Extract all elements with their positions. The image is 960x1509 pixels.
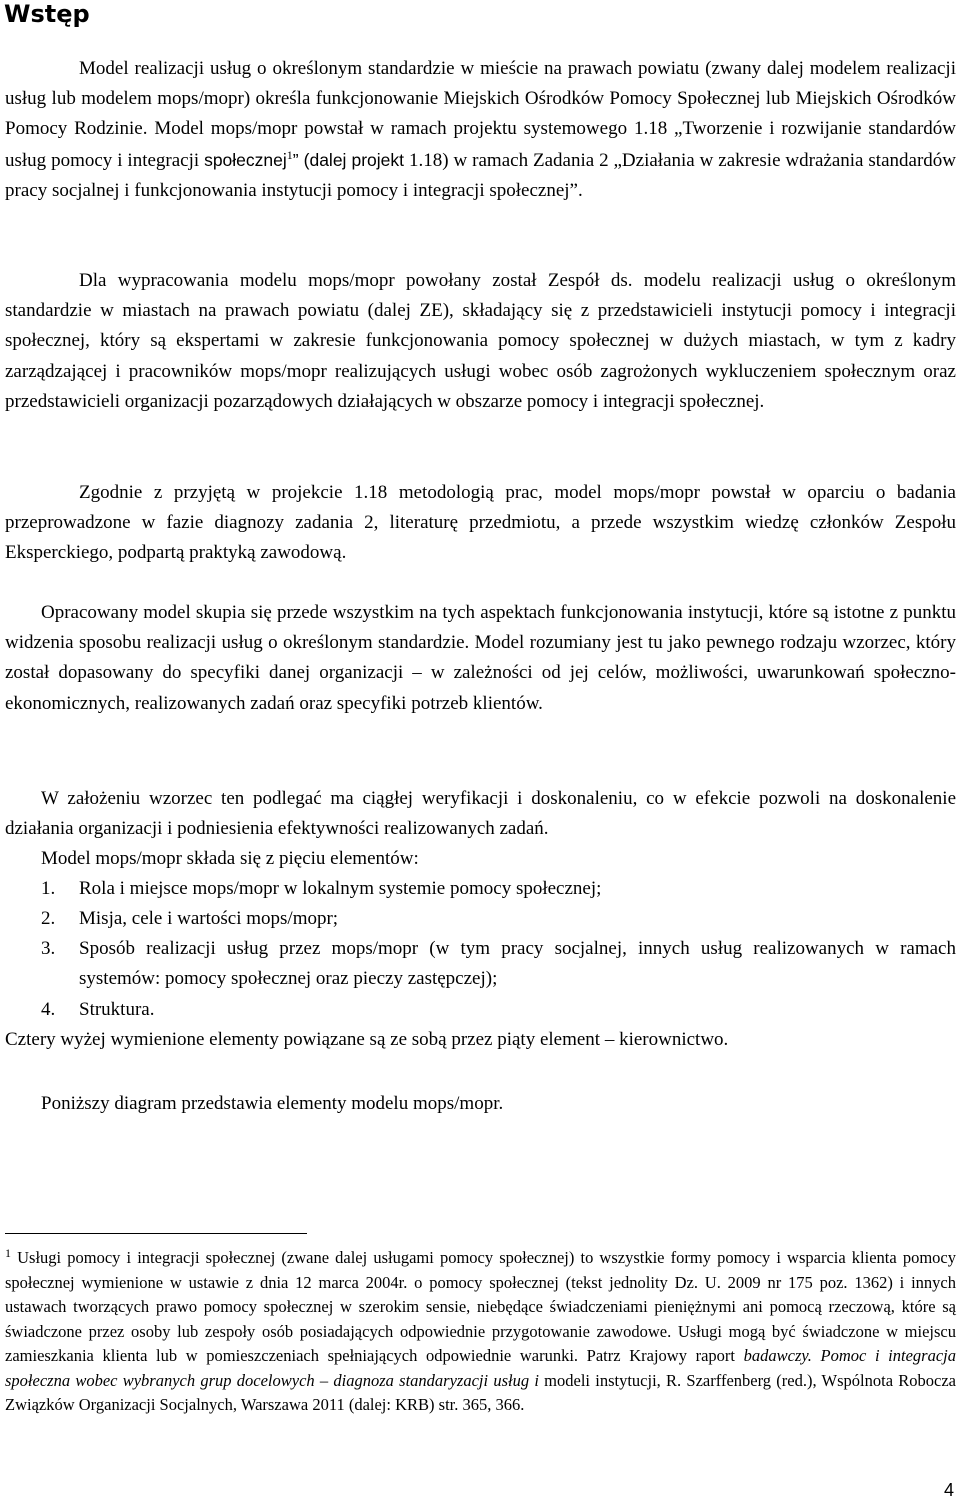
list-item-number: 1. — [41, 878, 56, 899]
footnote-text-b: modeli instytucji, R. Szarffenberg (red.), Wspólnota Robocza Związków Organizacji Socjalnych, Warszawa 2011 (dalej: KRB) str. 365, 366. — [5, 1370, 957, 1414]
list-item-text: Struktura. — [79, 999, 155, 1020]
paragraph-intro-text-a: Model realizacji usług o określonym standardzie w mieście na prawach powiatu (zwany dalej modelem realizacji usług lub modelem mops/mopr) określa funkcjonowanie Miejskich Ośrodków Pomocy Społecznej lub Miejskich Ośrodków Pomocy Rodzinie. Model mops/mopr powstał w ramach projektu systemowego 1.18 „Tworzenie i rozwijanie standardów usług pomocy i integracji — [5, 58, 956, 171]
paragraph-verification: W założeniu wzorzec ten podlegać ma ciągłej weryfikacji i doskonaleniu, co w efekcie pozwoli na doskonalenie działania organizacji i podniesienia efektywności realizowanych zadań. — [5, 788, 956, 840]
footnote-text-a: Usługi pomocy i integracji społecznej (zwane dalej usługami pomocy społecznej) to wszystkie formy pomocy i wsparcia klienta pomocy społecznej wymienione w ustawie z dnia 12 marca 2004r. o pomocy społecznej (tekst jednolity Dz. U. 2009 nr 175 poz. 1362) i innych ustawach tworzących prawo pomocy społecznej w szerokim sensie, niebędące świadczeniami pieniężnymi ani pomocą rzeczową, które są świadczone przez osoby lub zespoły osób posiadających odpowiednie przygotowanie zawodowe. Usługi mogą być świadczone w miejscu zamieszkania klienta lub w pomieszczeniach spełniających odpowiednie warunki. Patrz Krajowy raport — [5, 1248, 956, 1365]
paragraph-intro-sans-run: społecznej — [204, 149, 287, 170]
list-item-text: Sposób realizacji usług przez mops/mopr (w tym pracy socjalnej, innych usług realizowanych w ramach systemów: pomocy społecznej oraz pieczy zastępczej); — [79, 938, 956, 990]
list-item-number: 2. — [41, 908, 56, 929]
paragraph-fifth-element: Cztery wyżej wymienione elementy powiązane są ze sobą przez piąty element – kierownictwo. — [5, 1029, 729, 1050]
footnote-italic-title: badawczy. Pomoc i integracja społeczna wobec wybranych grup docelowych – diagnoza standaryzacji usług i — [5, 1346, 957, 1390]
paragraph-team: Dla wypracowania modelu mops/mopr powołany został Zespół ds. modelu realizacji usług o określonym standardzie w miastach na prawach powiatu (dalej ZE), składający się z przedstawicieli instytucji pomocy i integracji społecznej, który są ekspertami w zakresie funkcjonowania pomocy społecznej w dużych miastach, w tym z kadry zarządzającej i pracowników mops/mopr realizujących usługi wobec osób zagrożonych wykluczeniem społecznym oraz przedstawicieli organizacji pozarządowych działających w obszarze pomocy i integracji społecznej. — [5, 270, 956, 412]
list-item-number: 4. — [41, 999, 56, 1020]
footnote-reference[interactable]: 1 — [286, 147, 293, 162]
list-item-text: Misja, cele i wartości mops/mopr; — [79, 908, 339, 929]
footnote-mark: 1 — [5, 1246, 11, 1260]
paragraph-intro-text-b: 1.18) w ramach Zadania 2 „Działania w zakresie wdrażania standardów pracy socjalnej i funkcjonowania instytucji pomocy i integracji społecznej”. — [5, 149, 956, 201]
paragraph-elements-intro: Model mops/mopr składa się z pięciu elementów: — [41, 848, 419, 869]
page-number: 4 — [943, 1480, 954, 1500]
list-item-number: 3. — [41, 938, 56, 959]
paragraph-model-description: Opracowany model skupia się przede wszystkim na tych aspektach funkcjonowania instytucji, które są istotne z punktu widzenia sposobu realizacji usług o określonym standardzie. Model rozumiany jest tu jako pewnego rodzaju wzorzec, który został dopasowany do specyfiki danej organizacji – w zależności od jej celów, możliwości, uwarunkowań społeczno- ekonomicznych, realizowanych zadań oraz specyfiki potrzeb klientów. — [5, 602, 956, 714]
list-item-text: Rola i miejsce mops/mopr w lokalnym systemie pomocy społecznej; — [79, 878, 602, 899]
paragraph-intro-sans-run-2: ” (dalej projekt — [292, 149, 410, 170]
paragraph-methodology: Zgodnie z przyjętą w projekcie 1.18 metodologią prac, model mops/mopr powstał w oparciu o badania przeprowadzone w fazie diagnozy zadania 2, literaturę przedmiotu, a przede wszystkim wiedzę członków Zespołu Eksperckiego, podpartą praktyką zawodową. — [5, 482, 956, 564]
page-title: Wstęp — [4, 0, 90, 28]
paragraph-diagram-intro: Poniższy diagram przedstawia elementy modelu mops/mopr. — [41, 1093, 504, 1114]
footnote — [5, 1246, 956, 1418]
footnote-separator — [5, 1233, 307, 1234]
paragraph-intro — [5, 54, 956, 206]
